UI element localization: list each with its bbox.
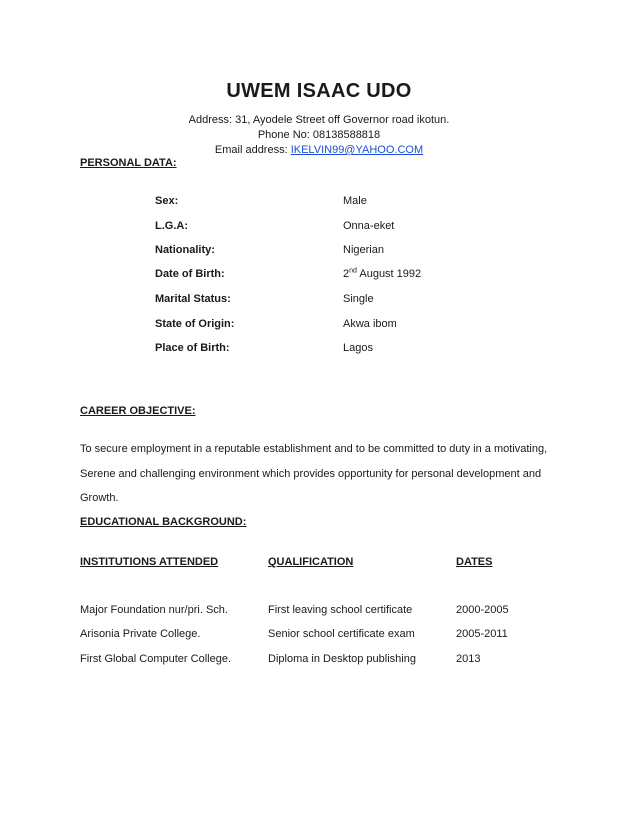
dob-month-year: August 1992 bbox=[356, 268, 422, 280]
qualification-cell: First leaving school certificate bbox=[268, 604, 413, 616]
personal-row-nationality bbox=[0, 244, 638, 258]
personal-row-marital-status bbox=[0, 293, 638, 307]
qualification-cell: Diploma in Desktop publishing bbox=[268, 653, 416, 665]
pd-label: State of Origin: bbox=[155, 318, 235, 330]
dates-cell: 2013 bbox=[456, 653, 481, 665]
pd-label: Date of Birth: bbox=[155, 268, 225, 280]
dates-cell: 2000-2005 bbox=[456, 604, 509, 616]
pd-value: Male bbox=[343, 195, 367, 207]
dates-cell: 2005-2011 bbox=[456, 628, 508, 640]
column-header-qualification: QUALIFICATION bbox=[268, 556, 354, 568]
career-objective-heading: CAREER OBJECTIVE: bbox=[80, 405, 196, 417]
personal-row-state-of-origin bbox=[0, 318, 638, 332]
email-label: Email address: bbox=[214, 144, 291, 156]
institution-cell: Major Foundation nur/pri. Sch. bbox=[80, 604, 228, 616]
pd-value-dob bbox=[343, 268, 421, 280]
column-header-institutions: INSTITUTIONS ATTENDED bbox=[80, 556, 219, 568]
dob-suffix: nd bbox=[349, 267, 357, 275]
address-line: Address: 31, Ayodele Street off Governor road ikotun. bbox=[188, 114, 450, 126]
objective-line: Serene and challenging environment which provides opportunity for personal development and bbox=[80, 468, 542, 480]
phone-line: Phone No: 08138588818 bbox=[257, 129, 381, 141]
column-header-dates: DATES bbox=[456, 556, 493, 568]
candidate-name: UWEM ISAAC UDO bbox=[226, 80, 412, 102]
objective-line: Growth. bbox=[80, 492, 119, 504]
pd-value: Nigerian bbox=[343, 244, 384, 256]
personal-data-heading: PERSONAL DATA: bbox=[80, 157, 177, 169]
pd-value: Akwa ibom bbox=[343, 318, 397, 330]
institution-cell: First Global Computer College. bbox=[80, 653, 232, 665]
personal-row-place-of-birth bbox=[0, 342, 638, 356]
email-link[interactable]: IKELVIN99@YAHOO.COM bbox=[290, 144, 424, 156]
education-heading: EDUCATIONAL BACKGROUND: bbox=[80, 516, 247, 528]
email-line bbox=[0, 143, 638, 157]
pd-value: Onna-eket bbox=[343, 220, 395, 232]
personal-row-lga bbox=[0, 220, 638, 234]
personal-row-date-of-birth bbox=[0, 268, 638, 282]
dob-day: 2 bbox=[343, 268, 350, 280]
pd-label: Nationality: bbox=[155, 244, 215, 256]
qualification-cell: Senior school certificate exam bbox=[268, 628, 415, 640]
objective-line: To secure employment in a reputable establishment and to be committed to duty in a motivating, bbox=[80, 443, 548, 455]
pd-label: Sex: bbox=[155, 195, 179, 207]
pd-label: Marital Status: bbox=[155, 293, 231, 305]
pd-label: Place of Birth: bbox=[155, 342, 230, 354]
pd-value: Lagos bbox=[343, 342, 373, 354]
institution-cell: Arisonia Private College. bbox=[80, 628, 201, 640]
pd-value: Single bbox=[343, 293, 374, 305]
personal-row-sex bbox=[0, 195, 638, 209]
pd-label: L.G.A: bbox=[155, 220, 188, 232]
